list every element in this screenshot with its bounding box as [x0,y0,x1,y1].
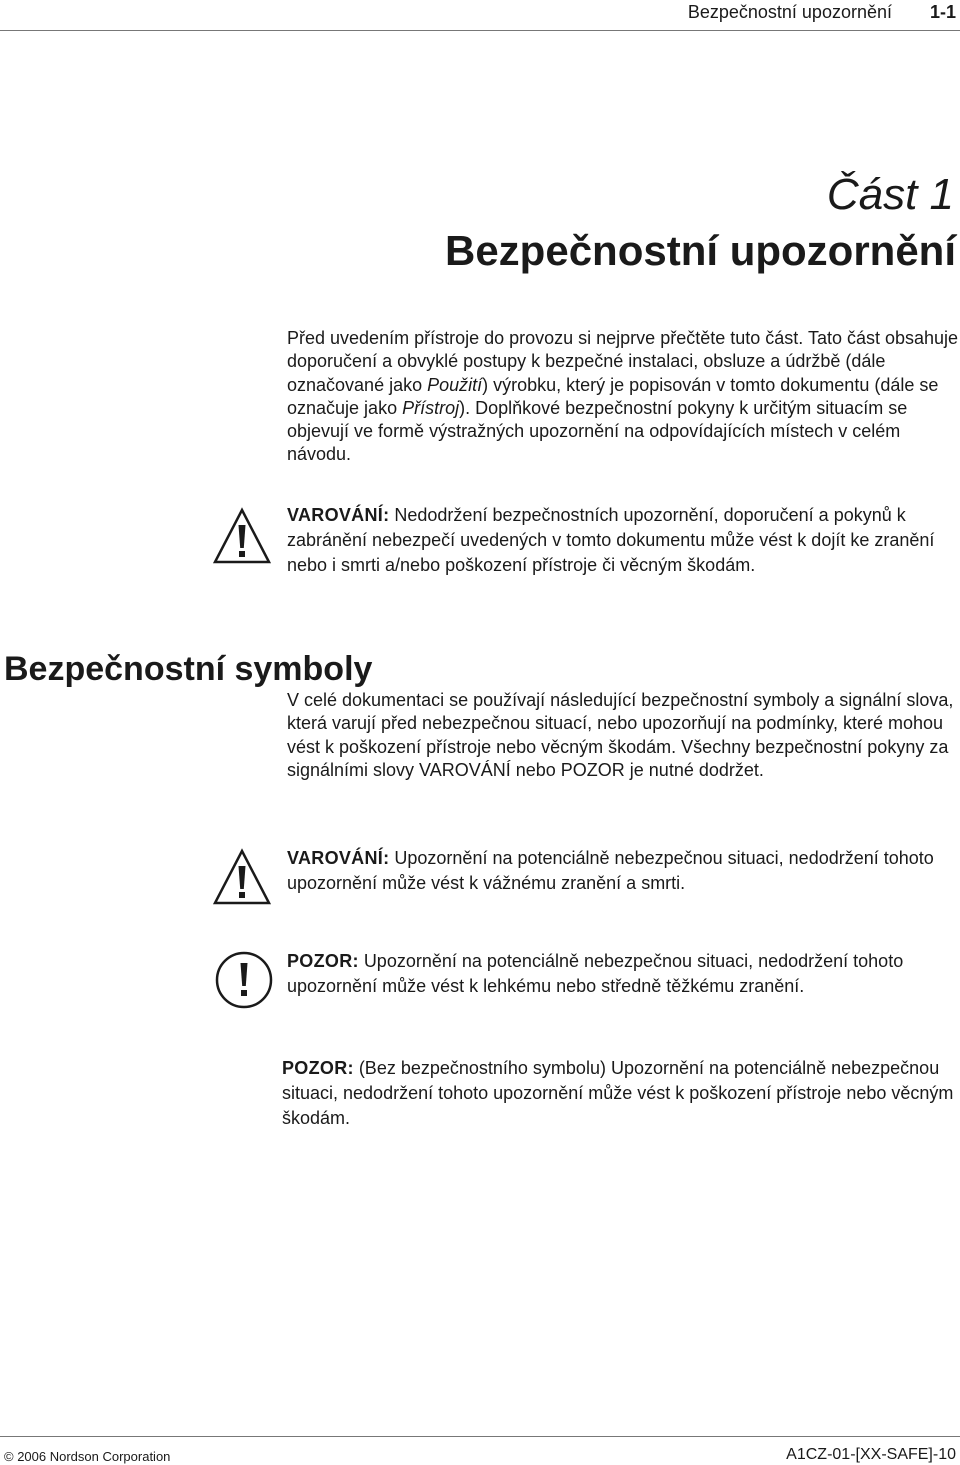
header-page-number: 1-1 [929,2,956,22]
warning-definition [287,846,959,896]
header-divider [0,30,960,31]
intro-paragraph [287,327,959,467]
caution-no-symbol-text: (Bez bezpečnostního symbolu) Upozornění na potenciálně nebezpečnou situaci, nedodržení tohoto upozornění může vést k poškození přístroje nebo věcným škodám. [282,1058,954,1128]
intro-text-1: Před uvedením přístroje do provozu si nejprve přečtěte tuto část. Tato část obsahuje doporučení a obvyklé postupy k bezpečné instalaci, obsluze a údržbě (dále označované jako [287,328,959,395]
warning-definition-label: VAROVÁNÍ: [287,848,390,868]
warning-text: Nedodržení bezpečnostních upozornění, doporučení a pokynů k zabránění nebezpečí uvedených v tomto dokumentu může vést k dojít ke zranění nebo i smrti a/nebo poškození přístroje či věcným škodám. [287,505,935,575]
chapter-title: Bezpečnostní upozornění [444,227,956,274]
section-body: V celé dokumentaci se používají následující bezpečnostní symboly a signální slova, která varují před nebezpečnou situací, nebo upozorňují na podmínky, které mohou vést k poškození přístroje nebo věcným škodám. Všechny bezpečnostní pokyny za signálními slovy VAROVÁNÍ nebo POZOR je nutné dodržet. [287,690,954,780]
section-heading: Bezpečnostní symboly [4,650,373,688]
intro-text-3: ). Doplňkové bezpečnostní pokyny k určitým situacím se objevují ve formě výstražných upozornění na odpovídajících místech v celém návodu. [287,397,908,465]
caution-definition-text: Upozornění na potenciálně nebezpečnou situaci, nedodržení tohoto upozornění může vést k lehkému nebo středně těžkému zranění. [287,951,904,996]
part-label: Část 1 [826,170,954,219]
footer-copyright: © 2006 Nordson Corporation [4,1449,171,1464]
header-section-title: Bezpečnostní upozornění [687,2,892,22]
warning-triangle-icon [212,507,272,565]
intro-italic-usage: Použití [427,374,483,395]
warning-triangle-icon [212,848,272,906]
caution-definition-label: POZOR: [287,951,359,971]
intro-italic-device: Přístroj [402,397,460,418]
warning-definition-text: Upozornění na potenciálně nebezpečnou situaci, nedodržení tohoto upozornění může vést k vážnému zranění a smrti. [287,848,934,893]
footer-divider [0,1436,960,1437]
caution-circle-icon [215,951,273,1009]
caution-no-symbol-definition [282,1056,954,1131]
intro-text-2: ) výrobku, který je popisován v tomto dokumentu (dále se označuje jako [287,374,939,418]
footer-document-code: A1CZ-01-[XX-SAFE]-10 [786,1446,956,1463]
caution-no-symbol-label: POZOR: [282,1058,354,1078]
warning-label: VAROVÁNÍ: [287,505,390,525]
general-warning [287,503,959,578]
caution-definition [287,949,959,999]
